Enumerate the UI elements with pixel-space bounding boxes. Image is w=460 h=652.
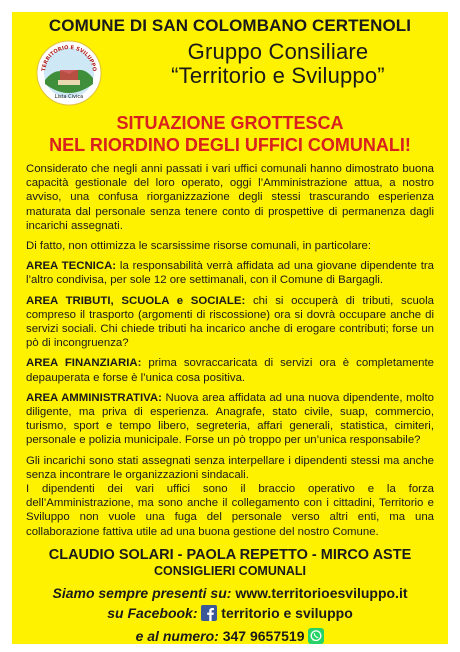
contact-block	[26, 583, 434, 649]
municipality-title: COMUNE DI SAN COLOMBANO CERTENOLI	[48, 16, 412, 35]
area-tecnica	[26, 259, 434, 287]
lead-paragraph: Di fatto, non ottimizza le scarsissime risorse comunali, in particolare:	[26, 240, 372, 253]
headline	[26, 112, 434, 156]
phone-line	[26, 626, 434, 649]
area-text: Nuova area affidata ad una nuova dipendente, molto diligente, ma priva di esperienza. Anagrafe, stato civile, suap, commercio, turismo, sport e tempo libero, segreteria, affari generali, statistica, cimiteri, personale e polizia municipale. Forse un pò troppo per un’unica responsabile?	[26, 391, 434, 447]
area-label: AREA TRIBUTI, SCUOLA e SOCIALE:	[26, 294, 246, 307]
signatory-names: CLAUDIO SOLARI - PAOLA REPETTO - MIRCO ASTE	[48, 546, 412, 563]
area-tributi	[26, 294, 434, 351]
website-label: Siamo sempre presenti su:	[52, 584, 232, 601]
logo-bottom-text: Lista Civica	[54, 94, 84, 100]
group-name	[122, 40, 434, 88]
website-line	[26, 583, 434, 603]
intro-paragraph: Considerato che negli anni passati i vari uffici comunali hanno dimostrato buona capacità gestionale del loro operato, oggi l’Amministrazione attua, a nostro avviso, una confusa riorganizzazione degli stessi trascurando esperienza maturata dal personale senza tenere conto di prospettive di permanenza dagli incarichi assegnati.	[26, 163, 434, 232]
poster	[12, 12, 448, 644]
closing-paragraph-1: Gli incarichi sono stati assegnati senza interpellare i dipendenti stessi ma anche senza incontrare le organizzazioni sindacali.	[26, 454, 434, 481]
group-header	[26, 40, 434, 110]
headline-line-1: SITUAZIONE GROTTESCA	[116, 113, 344, 133]
closing-paragraph-2: I dipendenti dei vari uffici sono il braccio operativo e la forza dell’Amministrazione, ma sono anche il collegamento con i cittadini, Territorio e Sviluppo non vuole una fuga del personale verso altri enti, ma una collaborazione fattiva utile ad una buona gestione del nostro Comune.	[26, 483, 434, 538]
phone-label: e al numero:	[135, 627, 219, 644]
headline-line-2: NEL RIORDINO DEGLI UFFICI COMUNALI!	[49, 135, 411, 155]
area-finanziaria	[26, 356, 434, 384]
whatsapp-icon	[308, 628, 324, 649]
logo-ring-text: TERRITORIO E SVILUPPO	[41, 44, 98, 72]
facebook-line	[26, 603, 434, 626]
body-text	[26, 162, 434, 539]
phone-number[interactable]: 347 9657519	[222, 627, 305, 644]
area-label: AREA FINANZIARIA:	[26, 357, 142, 370]
area-text: la responsabilità verrà affidata ad una giovane dipendente tra l’altro condivisa, per sole 12 ore settimanali, con il Comune di Bargagli.	[26, 260, 434, 287]
signatory-role: CONSIGLIERI COMUNALI	[153, 563, 307, 578]
group-line-1: Gruppo Consiliare	[187, 39, 369, 64]
facebook-label: su Facebook:	[107, 604, 198, 621]
area-amministrativa	[26, 391, 434, 448]
facebook-page[interactable]: territorio e sviluppo	[221, 604, 353, 621]
area-text: prima sovraccaricata di servizi ora è completamente depauperata e forse è l’unica cosa positiva.	[26, 357, 435, 384]
area-text: chi si occuperà di tributi, scuola compreso il trasporto (argomenti di riscossione) ora si dovrà occupare anche di servizi sociali. Chi chiede tributi ha incarico anche di erogare contributi; forse un pò di incongruenza?	[26, 294, 434, 350]
area-label: AREA TECNICA:	[26, 260, 117, 273]
civic-list-logo	[36, 40, 102, 106]
group-line-2: “Territorio e Sviluppo”	[171, 63, 385, 88]
facebook-icon	[201, 605, 217, 626]
website-link[interactable]: www.territorioesviluppo.it	[235, 584, 408, 601]
area-label: AREA AMMINISTRATIVA:	[26, 391, 162, 404]
